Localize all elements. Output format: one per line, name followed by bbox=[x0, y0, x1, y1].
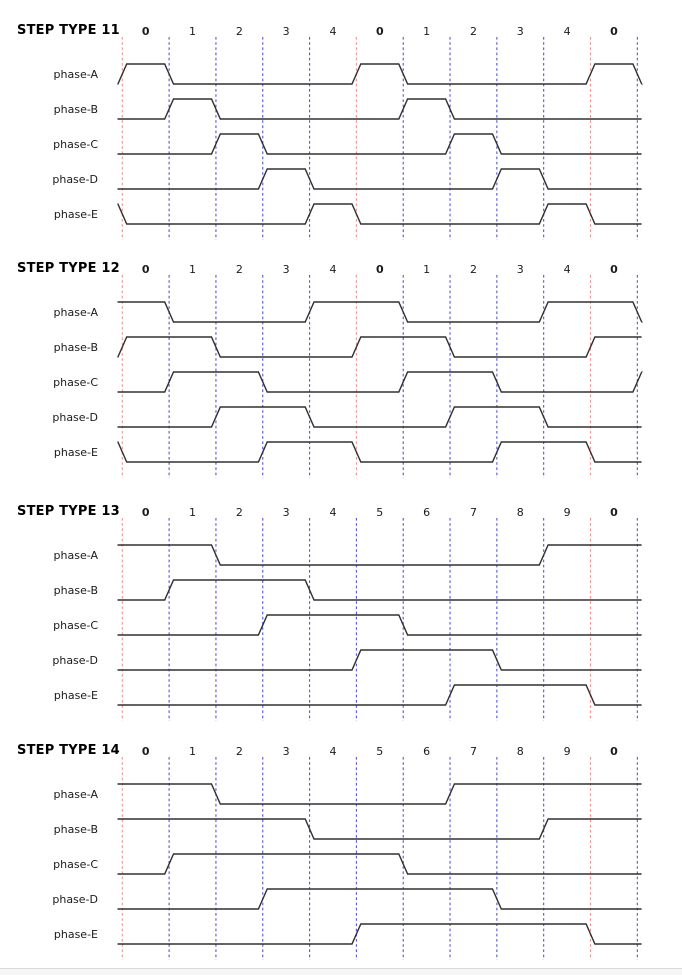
phase-label: phase-E bbox=[53, 446, 98, 459]
step-number: 7 bbox=[469, 506, 477, 519]
diagram-block-step-type-14 bbox=[0, 720, 682, 966]
step-number: 2 bbox=[235, 506, 243, 519]
step-number: 1 bbox=[189, 25, 197, 38]
phase-label: phase-A bbox=[53, 549, 98, 562]
waveform-path bbox=[118, 924, 642, 944]
step-number: 3 bbox=[516, 25, 524, 38]
waveform-path bbox=[118, 784, 642, 804]
waveform-path bbox=[118, 372, 642, 392]
diagram-block-step-type-11 bbox=[0, 0, 682, 246]
waveform-path bbox=[118, 442, 642, 462]
step-number: 1 bbox=[189, 263, 197, 276]
timing-waveforms-svg bbox=[0, 238, 682, 484]
waveform-path bbox=[118, 169, 642, 189]
step-number: 0 bbox=[610, 506, 618, 519]
diagram-title: STEP TYPE 12 bbox=[17, 261, 120, 276]
step-number: 0 bbox=[610, 25, 618, 38]
phase-label: phase-D bbox=[52, 893, 98, 906]
step-number: 1 bbox=[189, 506, 197, 519]
diagram-block-step-type-12 bbox=[0, 238, 682, 484]
step-number: 4 bbox=[563, 263, 571, 276]
window-bottom-edge bbox=[0, 968, 682, 975]
phase-label: phase-B bbox=[53, 584, 98, 597]
step-number: 8 bbox=[516, 506, 524, 519]
step-number: 8 bbox=[516, 745, 524, 758]
step-number: 4 bbox=[329, 745, 337, 758]
phase-label: phase-C bbox=[53, 858, 98, 871]
step-number: 1 bbox=[423, 263, 431, 276]
step-number: 3 bbox=[282, 745, 290, 758]
phase-label: phase-D bbox=[52, 173, 98, 186]
phase-label: phase-B bbox=[53, 103, 98, 116]
waveform-path bbox=[118, 99, 642, 119]
waveform-path bbox=[118, 819, 642, 839]
diagram-title: STEP TYPE 13 bbox=[17, 504, 120, 519]
phase-label: phase-C bbox=[53, 619, 98, 632]
step-number: 3 bbox=[282, 25, 290, 38]
step-number: 7 bbox=[469, 745, 477, 758]
waveform-path bbox=[118, 685, 642, 705]
diagram-title: STEP TYPE 11 bbox=[17, 23, 120, 38]
waveform-path bbox=[118, 64, 642, 84]
timing-waveforms-svg bbox=[0, 481, 682, 727]
step-number: 5 bbox=[376, 506, 384, 519]
step-number: 9 bbox=[563, 506, 571, 519]
waveform-path bbox=[118, 615, 642, 635]
step-number: 0 bbox=[610, 263, 618, 276]
step-number: 0 bbox=[375, 263, 384, 276]
step-number: 2 bbox=[235, 745, 243, 758]
step-number: 0 bbox=[141, 25, 150, 38]
phase-label: phase-C bbox=[53, 376, 98, 389]
step-number: 9 bbox=[563, 745, 571, 758]
step-number: 4 bbox=[563, 25, 571, 38]
step-number: 2 bbox=[235, 25, 243, 38]
step-number: 0 bbox=[141, 745, 150, 758]
diagram-title: STEP TYPE 14 bbox=[17, 743, 120, 758]
timing-waveforms-svg bbox=[0, 720, 682, 966]
waveform-path bbox=[118, 407, 642, 427]
step-number: 0 bbox=[375, 25, 384, 38]
phase-label: phase-B bbox=[53, 823, 98, 836]
step-number: 2 bbox=[235, 263, 243, 276]
phase-label: phase-B bbox=[53, 341, 98, 354]
step-number: 2 bbox=[469, 25, 477, 38]
phase-label: phase-D bbox=[52, 411, 98, 424]
step-number: 3 bbox=[282, 263, 290, 276]
step-number: 1 bbox=[189, 745, 197, 758]
phase-label: phase-A bbox=[53, 306, 98, 319]
waveform-path bbox=[118, 204, 642, 224]
waveform-path bbox=[118, 337, 642, 357]
phase-label: phase-E bbox=[53, 689, 98, 702]
phase-label: phase-E bbox=[53, 928, 98, 941]
waveform-path bbox=[118, 854, 642, 874]
step-number: 3 bbox=[516, 263, 524, 276]
waveform-path bbox=[118, 134, 642, 154]
phase-label: phase-A bbox=[53, 788, 98, 801]
step-number: 3 bbox=[282, 506, 290, 519]
waveform-path bbox=[118, 302, 642, 322]
step-number: 4 bbox=[329, 506, 337, 519]
step-number: 1 bbox=[423, 25, 431, 38]
step-number: 6 bbox=[423, 745, 431, 758]
diagram-block-step-type-13 bbox=[0, 481, 682, 727]
step-number: 0 bbox=[141, 263, 150, 276]
phase-label: phase-C bbox=[53, 138, 98, 151]
step-number: 4 bbox=[329, 263, 337, 276]
step-number: 6 bbox=[423, 506, 431, 519]
waveform-path bbox=[118, 580, 642, 600]
step-number: 2 bbox=[469, 263, 477, 276]
phase-label: phase-E bbox=[53, 208, 98, 221]
step-number: 0 bbox=[610, 745, 618, 758]
step-number: 0 bbox=[141, 506, 150, 519]
waveform-path bbox=[118, 889, 642, 909]
step-number: 4 bbox=[329, 25, 337, 38]
timing-waveforms-svg bbox=[0, 0, 682, 246]
waveform-path bbox=[118, 650, 642, 670]
waveform-path bbox=[118, 545, 642, 565]
phase-label: phase-D bbox=[52, 654, 98, 667]
phase-label: phase-A bbox=[53, 68, 98, 81]
step-number: 5 bbox=[376, 745, 384, 758]
